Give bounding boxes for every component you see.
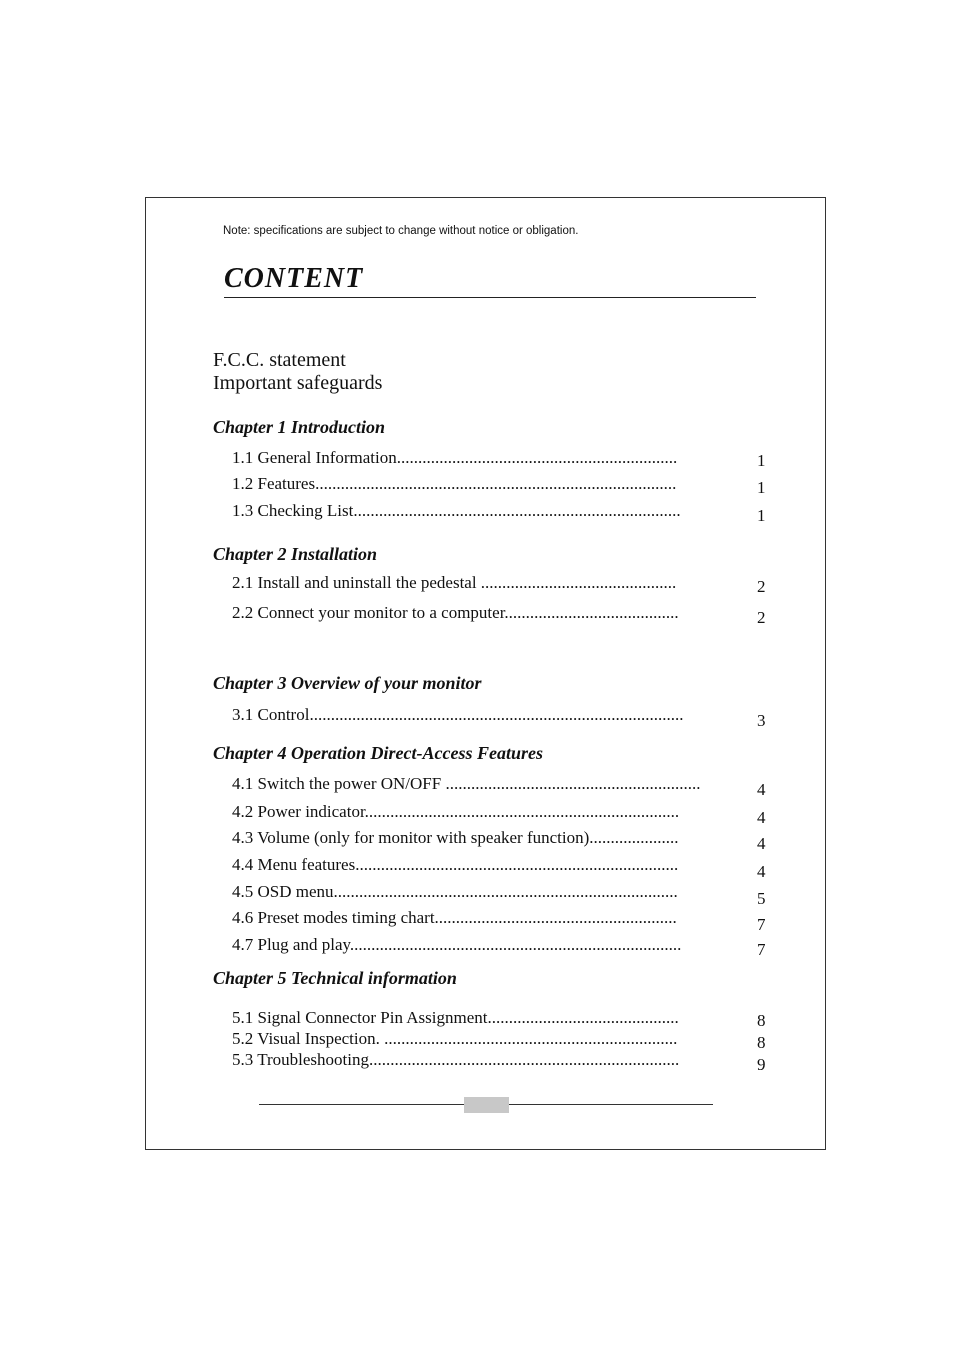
toc-page-4-3: 4 (757, 834, 766, 853)
toc-page-4-5: 5 (757, 889, 766, 908)
chapter-3-heading[interactable]: Chapter 3 Overview of your monitor (213, 673, 482, 693)
front-matter-fcc[interactable]: F.C.C. statement (213, 349, 346, 371)
chapter-1-heading[interactable]: Chapter 1 Introduction (213, 417, 386, 437)
toc-entry-4-1[interactable]: 4.1 Switch the power ON/OFF ............................................................ (232, 774, 701, 793)
chapter-4-heading[interactable]: Chapter 4 Operation Direct-Access Features (213, 743, 543, 763)
toc-page-4-7: 7 (757, 940, 766, 959)
toc-page-1-1: 1 (757, 451, 766, 470)
toc-entry-4-5[interactable]: 4.5 OSD menu................................................................................. (232, 882, 678, 901)
toc-entry-4-7[interactable]: 4.7 Plug and play.............................................................................. (232, 935, 682, 954)
toc-page-1-2: 1 (757, 478, 766, 497)
note-text: Note: specifications are subject to change without notice or obligation. (223, 225, 579, 237)
toc-entry-2-2[interactable]: 2.2 Connect your monitor to a computer......................................... (232, 603, 679, 622)
toc-page-3-1: 3 (757, 711, 766, 730)
toc-entry-1-3[interactable]: 1.3 Checking List............................................................................. (232, 501, 681, 520)
toc-entry-5-3[interactable]: 5.3 Troubleshooting......................................................................... (232, 1050, 680, 1069)
toc-entry-4-3[interactable]: 4.3 Volume (only for monitor with speaker function)..................... (232, 828, 679, 847)
toc-entry-4-4[interactable]: 4.4 Menu features............................................................................ (232, 855, 679, 874)
chapter-2-heading[interactable]: Chapter 2 Installation (213, 544, 378, 564)
toc-entry-1-1[interactable]: 1.1 General Information.................................................................. (232, 448, 678, 467)
toc-page-4-1: 4 (757, 780, 766, 799)
toc-entry-4-6[interactable]: 4.6 Preset modes timing chart......................................................... (232, 908, 677, 927)
toc-entry-3-1[interactable]: 3.1 Control........................................................................................ (232, 705, 684, 724)
toc-entry-2-1[interactable]: 2.1 Install and uninstall the pedestal .............................................. (232, 573, 677, 592)
toc-page-2-2: 2 (757, 608, 766, 627)
toc-page-5-2: 8 (757, 1033, 766, 1052)
toc-page-5-1: 8 (757, 1011, 766, 1030)
toc-page-5-3: 9 (757, 1055, 766, 1074)
toc-entry-5-1[interactable]: 5.1 Signal Connector Pin Assignment............................................. (232, 1008, 679, 1027)
chapter-5-heading[interactable]: Chapter 5 Technical information (213, 968, 457, 988)
toc-entry-1-2[interactable]: 1.2 Features..................................................................................... (232, 474, 677, 493)
footer-page-block (464, 1097, 509, 1113)
toc-page-1-3: 1 (757, 506, 766, 525)
toc-page-2-1: 2 (757, 577, 766, 596)
page-title: CONTENT (224, 263, 364, 294)
footer-rule-right (509, 1104, 713, 1105)
toc-entry-5-2[interactable]: 5.2 Visual Inspection. ..................................................................... (232, 1029, 678, 1048)
toc-page-4-2: 4 (757, 808, 766, 827)
front-matter-safeguards[interactable]: Important safeguards (213, 372, 383, 394)
toc-page-4-4: 4 (757, 862, 766, 881)
title-underline (224, 297, 756, 298)
toc-entry-4-2[interactable]: 4.2 Power indicator.......................................................................... (232, 802, 680, 821)
footer-rule-left (259, 1104, 464, 1105)
toc-page-4-6: 7 (757, 915, 766, 934)
